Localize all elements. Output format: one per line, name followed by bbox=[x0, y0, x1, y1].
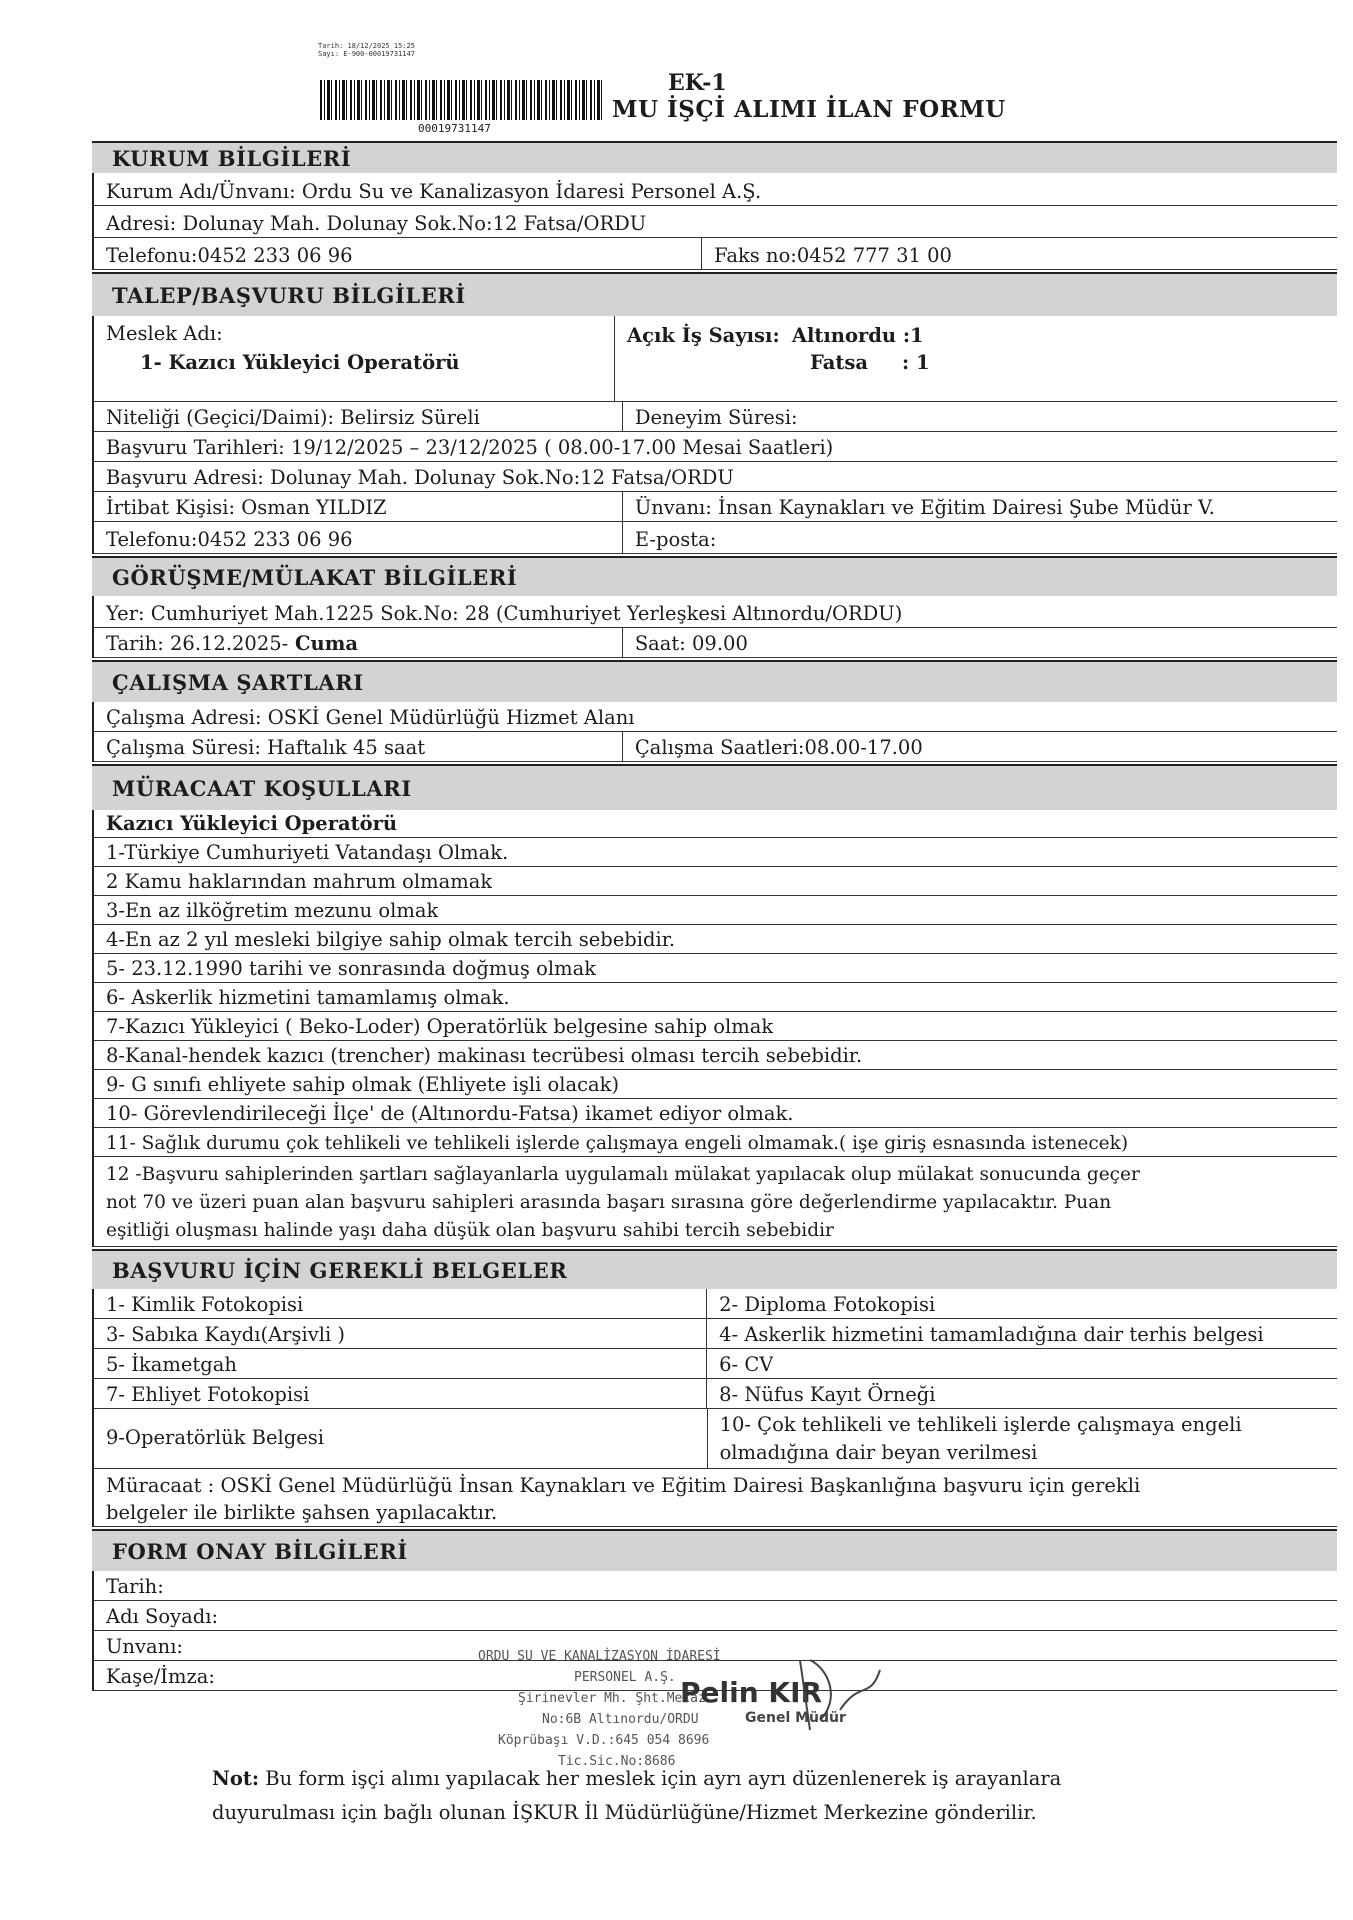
condition-item: 5- 23.12.1990 tarihi ve sonrasında doğmuş olmak bbox=[106, 957, 597, 980]
condition-row bbox=[92, 838, 1337, 867]
document-item: 6- CV bbox=[719, 1353, 774, 1376]
acik-is-altinordu: Altınordu :1 bbox=[791, 324, 924, 347]
stamp-line: PERSONEL A.Ş. bbox=[574, 1670, 676, 1685]
gorusme-gun: Cuma bbox=[288, 632, 359, 655]
onay-kase: Kaşe/İmza: bbox=[106, 1665, 215, 1688]
calisma-saatleri: Çalışma Saatleri:08.00-17.00 bbox=[634, 736, 923, 759]
stamp-line: Köprübaşı V.D.:645 054 8696 bbox=[498, 1733, 710, 1748]
condition-12-line2: not 70 ve üzeri puan alan başvuru sahipleri arasında başarı sırasına göre değerlendirme yapılacaktır. Puan bbox=[106, 1192, 1112, 1213]
condition-item: 1-Türkiye Cumhuriyeti Vatandaşı Olmak. bbox=[106, 841, 509, 864]
condition-row bbox=[92, 896, 1337, 925]
page-title: MU İŞÇİ ALIMI İLAN FORMU bbox=[612, 96, 1006, 123]
document-item: 4- Askerlik hizmetini tamamladığına dair terhis belgesi bbox=[719, 1323, 1264, 1346]
barcode-number: 00019731147 bbox=[418, 122, 491, 135]
gorusme-yer: Yer: Cumhuriyet Mah.1225 Sok.No: 28 (Cumhuriyet Yerleşkesi Altınordu/ORDU) bbox=[106, 602, 903, 625]
onay-tarih: Tarih: bbox=[106, 1575, 164, 1598]
section-kurum-heading: KURUM BİLGİLERİ bbox=[92, 141, 1337, 173]
kurum-address: Adresi: Dolunay Mah. Dolunay Sok.No:12 Fatsa/ORDU bbox=[106, 212, 647, 235]
document-item-10-line1: 10- Çok tehlikeli ve tehlikeli işlerde çalışmaya engeli bbox=[719, 1413, 1242, 1436]
basvuru-tarihleri: Başvuru Tarihleri: 19/12/2025 – 23/12/2025 ( 08.00-17.00 Mesai Saatleri) bbox=[106, 436, 834, 459]
section-gorusme-heading: GÖRÜŞME/MÜLAKAT BİLGİLERİ bbox=[92, 556, 1337, 596]
kurum-phone-row bbox=[92, 238, 1337, 270]
talep-tarih-row bbox=[92, 432, 1337, 462]
condition-item: 7-Kazıcı Yükleyici ( Beko-Loder) Operatörlük belgesine sahip olmak bbox=[106, 1015, 774, 1038]
condition-row bbox=[92, 1012, 1337, 1041]
stamp-line: Tic.Sic.No:8686 bbox=[558, 1754, 676, 1769]
barcode-meta-date: Tarih: 18/12/2025 15:25 bbox=[318, 42, 415, 50]
footer-note-line2: duyurulması için bağlı olunan İŞKUR İl Müdürlüğüne/Hizmet Merkezine gönderilir. bbox=[212, 1801, 1037, 1824]
talep-eposta: E-posta: bbox=[634, 528, 717, 551]
condition-row bbox=[92, 954, 1337, 983]
condition-row-12 bbox=[92, 1157, 1337, 1247]
onay-row bbox=[92, 1571, 1337, 1601]
condition-row bbox=[92, 867, 1337, 896]
condition-item: 3-En az ilköğretim mezunu olmak bbox=[106, 899, 439, 922]
acik-is-label: Açık İş Sayısı: bbox=[627, 324, 780, 347]
condition-row bbox=[92, 1070, 1337, 1099]
document-row bbox=[92, 1409, 1337, 1469]
condition-12-line1: 12 -Başvuru sahiplerinden şartları sağlayanlarla uygulamalı mülakat yapılacak olup mülakat sonucunda geçer bbox=[106, 1164, 1140, 1185]
acik-is-fatsa: Fatsa : 1 bbox=[810, 351, 930, 374]
calisma-suresi: Çalışma Süresi: Haftalık 45 saat bbox=[106, 736, 426, 759]
barcode-block bbox=[318, 42, 608, 142]
meslek-item: 1- Kazıcı Yükleyici Operatörü bbox=[140, 351, 460, 374]
gorusme-saat: Saat: 09.00 bbox=[634, 632, 748, 655]
deneyim: Deneyim Süresi: bbox=[634, 406, 798, 429]
document-item-10-line2: olmadığına dair beyan verilmesi bbox=[719, 1441, 1038, 1464]
condition-item: 4-En az 2 yıl mesleki bilgiye sahip olmak tercih sebebidir. bbox=[106, 928, 676, 951]
talep-meslek-row bbox=[92, 316, 1337, 402]
niteligi: Niteliği (Geçici/Daimi): Belirsiz Süreli bbox=[106, 406, 480, 429]
signer-title: Genel Müdür bbox=[745, 1710, 846, 1726]
gorusme-tarih: Tarih: 26.12.2025- bbox=[106, 632, 289, 655]
condition-item: 11- Sağlık durumu çok tehlikeli ve tehlikeli işlerde çalışmaya engeli olmamak.( işe giriş esnasında istenecek) bbox=[106, 1133, 1129, 1154]
gorusme-tarih-row bbox=[92, 628, 1337, 658]
calisma-adres-row bbox=[92, 702, 1337, 732]
condition-row bbox=[92, 1128, 1337, 1157]
kurum-phone: Telefonu:0452 233 06 96 bbox=[106, 244, 353, 267]
kurum-fax: Faks no:0452 777 31 00 bbox=[714, 244, 952, 267]
condition-12-line3: eşitliği oluşması halinde yaşı daha düşük olan başvuru sahibi tercih sebebidir bbox=[106, 1220, 834, 1241]
document-item: 5- İkametgah bbox=[106, 1353, 237, 1376]
section-muracaat-heading: MÜRACAAT KOŞULLARI bbox=[92, 764, 1337, 810]
onay-adsoyad: Adı Soyadı: bbox=[106, 1605, 219, 1628]
annex-label: EK-1 bbox=[668, 70, 727, 96]
document-row bbox=[92, 1349, 1337, 1379]
condition-row bbox=[92, 1099, 1337, 1128]
condition-row bbox=[92, 983, 1337, 1012]
document-item: 2- Diploma Fotokopisi bbox=[719, 1293, 936, 1316]
document-item: 9-Operatörlük Belgesi bbox=[106, 1426, 325, 1449]
muracaat-subheading: Kazıcı Yükleyici Operatörü bbox=[106, 812, 398, 835]
condition-row bbox=[92, 1041, 1337, 1070]
company-stamp bbox=[478, 1646, 778, 1772]
section-talep-heading: TALEP/BAŞVURU BİLGİLERİ bbox=[92, 272, 1337, 316]
condition-item: 9- G sınıfı ehliyete sahip olmak (Ehliyete işli olacak) bbox=[106, 1073, 620, 1096]
document-row bbox=[92, 1379, 1337, 1409]
condition-item: 6- Askerlik hizmetini tamamlamış olmak. bbox=[106, 986, 510, 1009]
document-item: 7- Ehliyet Fotokopisi bbox=[106, 1383, 310, 1406]
footer-note-label: Not: bbox=[212, 1767, 260, 1790]
talep-nitelik-row bbox=[92, 402, 1337, 432]
calisma-adresi: Çalışma Adresi: OSKİ Genel Müdürlüğü Hizmet Alanı bbox=[106, 706, 635, 729]
document-row bbox=[92, 1319, 1337, 1349]
stamp-line: ORDU SU VE KANALİZASYON İDARESİ bbox=[478, 1649, 721, 1664]
condition-item: 2 Kamu haklarından mahrum olmamak bbox=[106, 870, 493, 893]
section-calisma-heading: ÇALIŞMA ŞARTLARI bbox=[92, 660, 1337, 702]
talep-telefon-row bbox=[92, 522, 1337, 554]
talep-irtibat-row bbox=[92, 492, 1337, 522]
footer-note-line1: Bu form işçi alımı yapılacak her meslek için ayrı ayrı düzenlenerek iş arayanlara bbox=[259, 1767, 1062, 1790]
kurum-name-row bbox=[92, 173, 1337, 206]
irtibat-unvan: Ünvanı: İnsan Kaynakları ve Eğitim Dairesi Şube Müdür V. bbox=[634, 496, 1215, 519]
muracaat-note-line2: belgeler ile birlikte şahsen yapılacaktır. bbox=[106, 1501, 498, 1524]
signer-name: Pelin KIR bbox=[680, 1676, 823, 1709]
muracaat-note-row bbox=[92, 1469, 1337, 1527]
talep-telefon: Telefonu:0452 233 06 96 bbox=[106, 528, 353, 551]
section-onay-heading: FORM ONAY BİLGİLERİ bbox=[92, 1529, 1337, 1571]
condition-item: 10- Görevlendirileceği İlçe' de (Altınordu-Fatsa) ikamet ediyor olmak. bbox=[106, 1102, 794, 1125]
document-item: 3- Sabıka Kaydı(Arşivli ) bbox=[106, 1323, 346, 1346]
muracaat-note-line1: Müracaat : OSKİ Genel Müdürlüğü İnsan Kaynakları ve Eğitim Dairesi Başkanlığına başvuru için gerekli bbox=[106, 1474, 1141, 1497]
document-item: 1- Kimlik Fotokopisi bbox=[106, 1293, 304, 1316]
document-item: 8- Nüfus Kayıt Örneği bbox=[719, 1383, 936, 1406]
condition-item: 8-Kanal-hendek kazıcı (trencher) makinası tecrübesi olması tercih sebebidir. bbox=[106, 1044, 863, 1067]
gorusme-yer-row bbox=[92, 596, 1337, 628]
muracaat-subheading-row bbox=[92, 810, 1337, 838]
basvuru-adresi: Başvuru Adresi: Dolunay Mah. Dolunay Sok.No:12 Fatsa/ORDU bbox=[106, 466, 734, 489]
stamp-line: Şirinevler Mh. Şht.Mecaz bbox=[518, 1691, 706, 1706]
document-row bbox=[92, 1289, 1337, 1319]
barcode-icon bbox=[320, 80, 602, 120]
barcode-meta-number: Sayı: E-900-00019731147 bbox=[318, 50, 415, 58]
irtibat-kisisi: İrtibat Kişisi: Osman YILDIZ bbox=[106, 496, 387, 519]
talep-adres-row bbox=[92, 462, 1337, 492]
section-belgeler-heading: BAŞVURU İÇİN GEREKLİ BELGELER bbox=[92, 1249, 1337, 1289]
meslek-label: Meslek Adı: bbox=[106, 322, 223, 345]
signature-icon bbox=[780, 1640, 890, 1750]
kurum-address-row bbox=[92, 206, 1337, 238]
onay-row bbox=[92, 1601, 1337, 1631]
kurum-name: Kurum Adı/Ünvanı: Ordu Su ve Kanalizasyon İdaresi Personel A.Ş. bbox=[106, 180, 762, 203]
stamp-line: No:6B Altınordu/ORDU bbox=[542, 1712, 699, 1727]
calisma-sure-row bbox=[92, 732, 1337, 762]
footer-note bbox=[212, 1762, 1061, 1830]
condition-row bbox=[92, 925, 1337, 954]
onay-unvan: Unvanı: bbox=[106, 1635, 184, 1658]
